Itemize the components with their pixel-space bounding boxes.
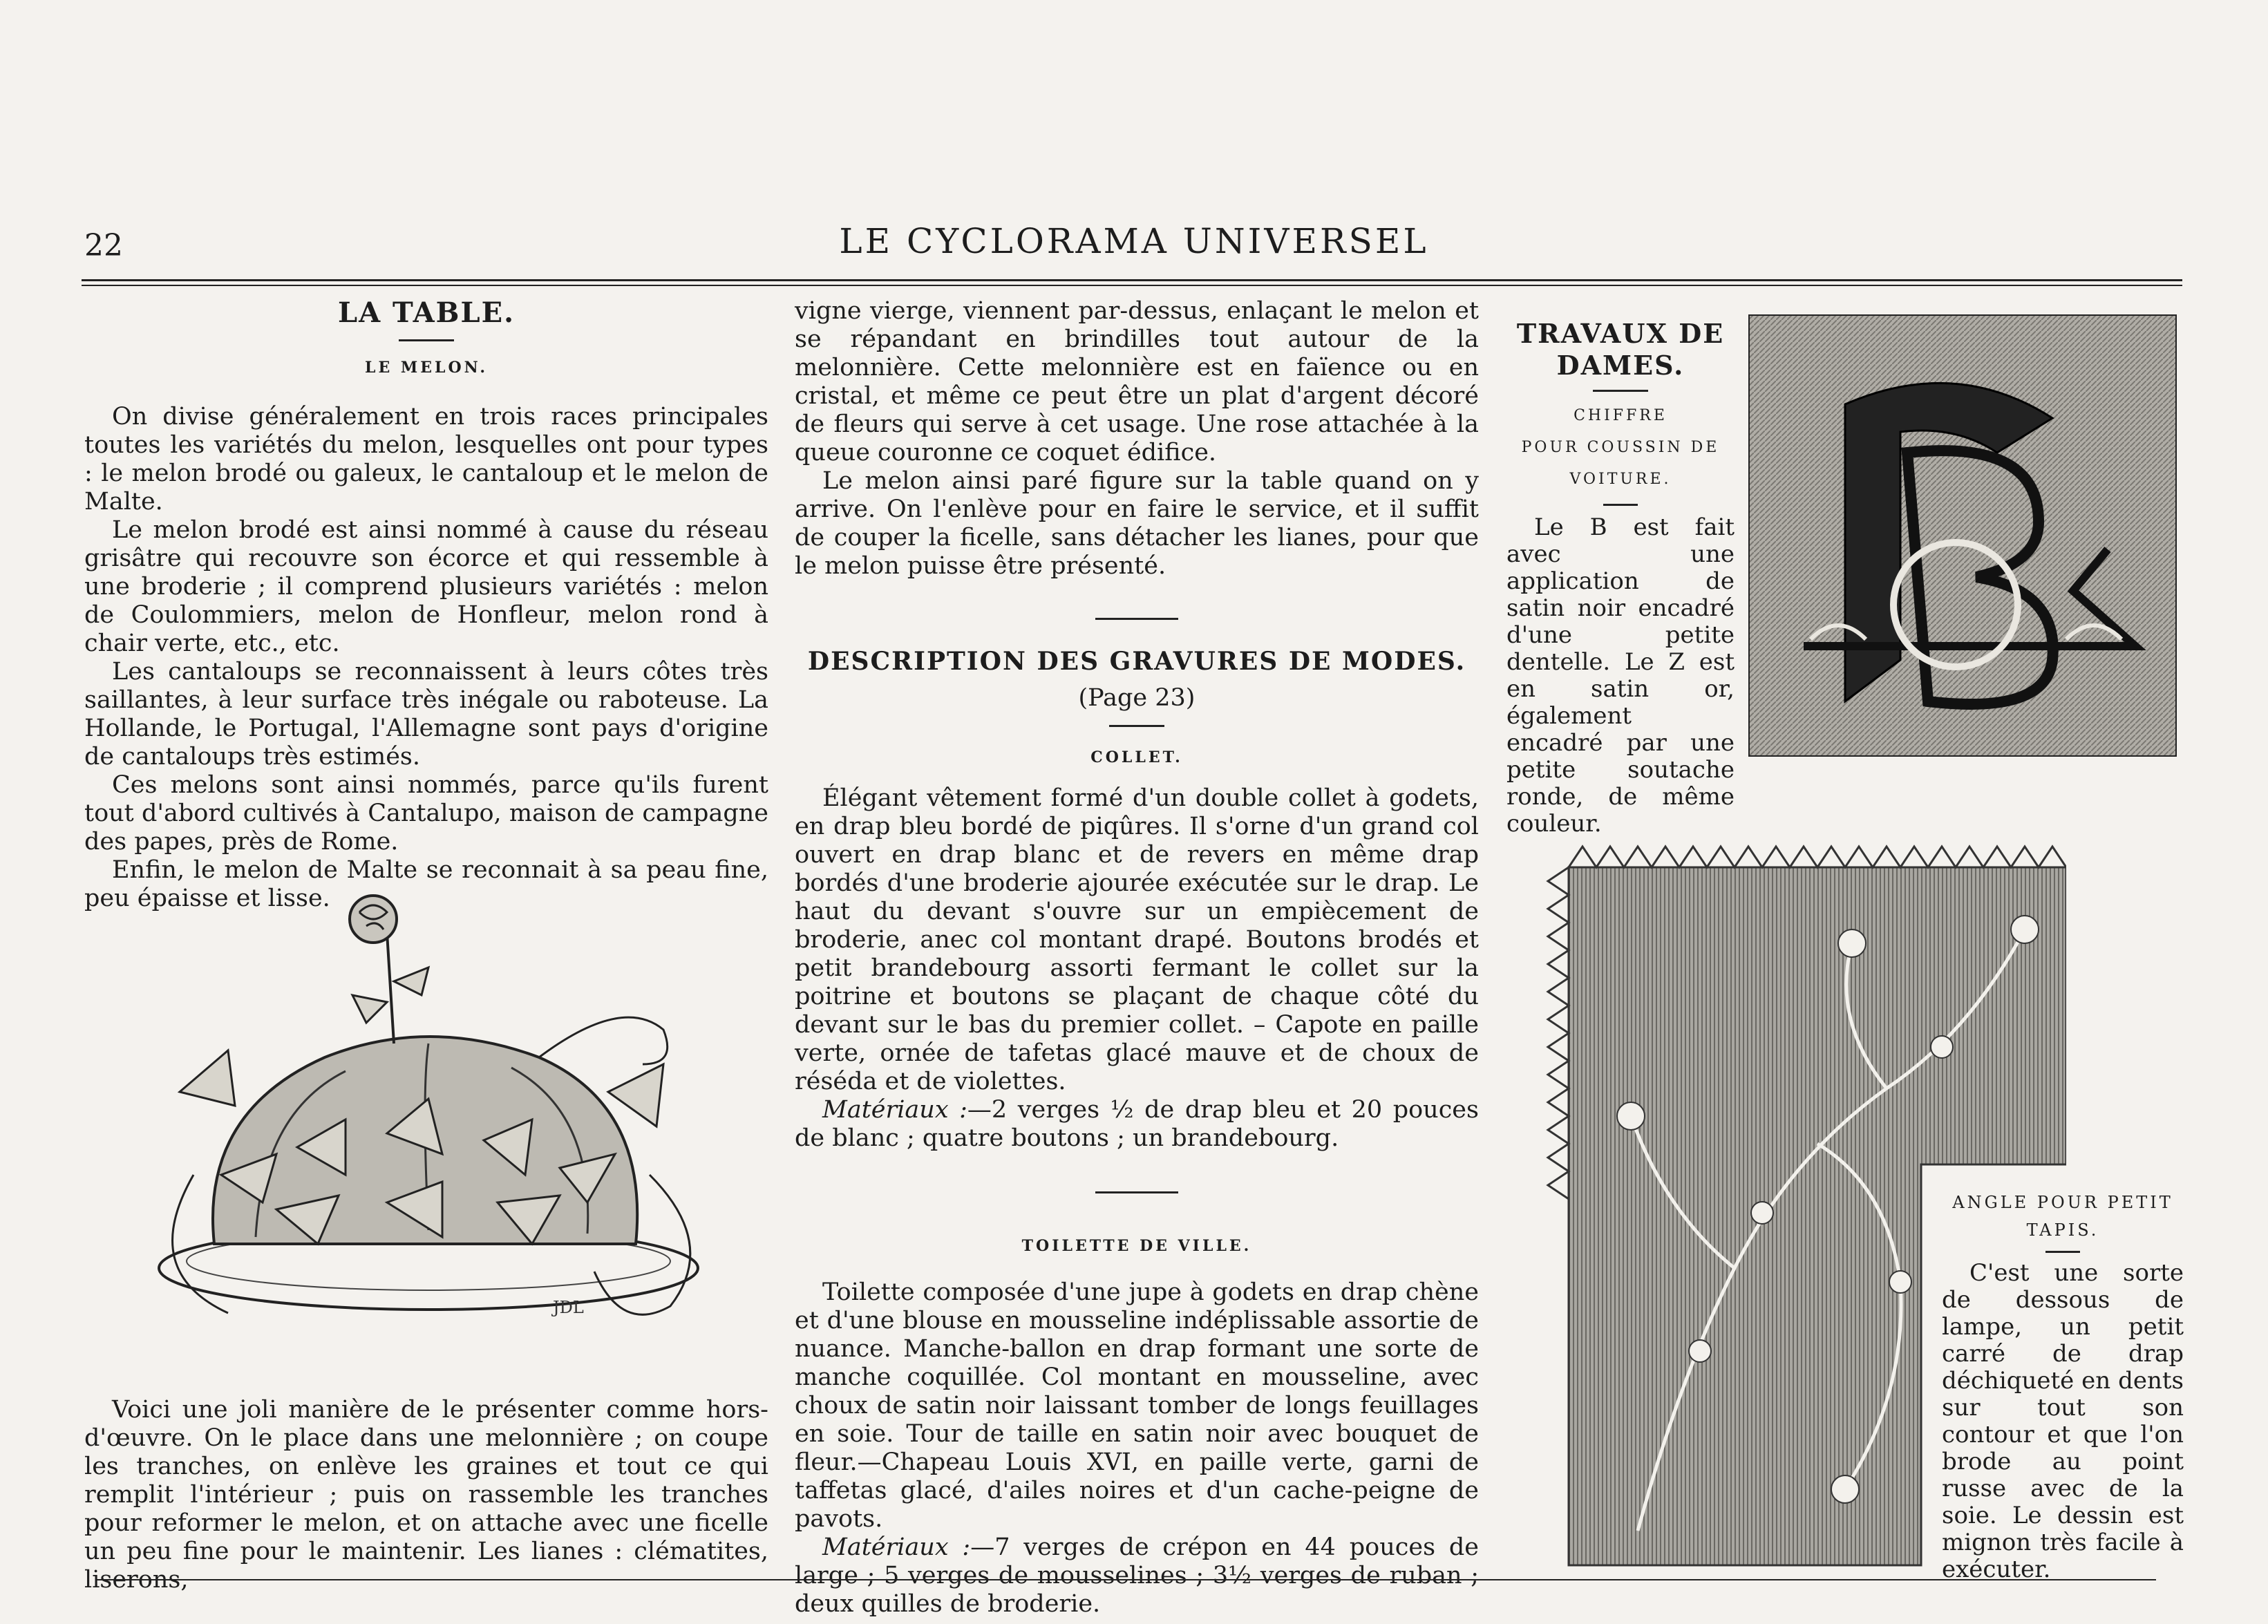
- divider: [1095, 618, 1178, 620]
- paragraph: Toilette composée d'une jupe à godets en drap chène et d'une blouse en mousseline indéplissable assortie de nuance. Manche-ballon en drap formant une sorte de manche coquillée. Col montant en mousseline, avec choux de satin noir laissant tomber de longs feuillages en soie. Tour de taille en satin noir avec bouquet de fleur.—Chapeau Louis XVI, en paille verte, garni de taffetas glacé, d'ailes noires et d'un cache-peigne de pavots.: [795, 1278, 1479, 1533]
- paragraph: Le B est fait avec une application de satin noir encadré d'une petite dentelle. Le Z est en satin or, également encadré par une petite soutache ronde, de même couleur.: [1506, 513, 1735, 838]
- heading-line: DAMES.: [1556, 350, 1685, 381]
- materials-label: Matériaux :: [822, 1533, 971, 1561]
- materials-line: [795, 1096, 1479, 1153]
- header-rule-2: [82, 285, 2182, 286]
- paragraph: Élégant vêtement formé d'un double collet à godets, en drap bleu bordé de piqûres. Il s'orne d'un grand col ouvert en drap blanc et de revers en même drap bordés d'une broderie ajourée exécutée sur le drap. Le haut du devant s'ouvre sur un empiècement de broderie, anec col montant drapé. Boutons brodés et petit brandebourg assorti fermant le collet sur la poitrine et boutons se plaçant de chaque côté du devant sur le bas du premier collet. – Capote en paille verte, ornée de tafetas glacé mauve et de choux de réséda et de violettes.: [795, 784, 1479, 1095]
- subheading-angle-pour-petit-tapis: [1942, 1189, 2184, 1244]
- divider: [2045, 1251, 2080, 1253]
- monogram-illustration: [1748, 314, 2177, 757]
- subheading-line: POUR COUSSIN DE: [1521, 439, 1720, 456]
- materials-text: —7 verges de crépon en 44 pouces de large ; 5 verges de mousselines ; 3½ verges de ruban ; deux quilles de broderie.: [795, 1533, 1479, 1618]
- paragraph: C'est une sorte de dessous de lampe, un petit carré de drap déchiqueté en dents sur tout son contour et que l'on brode au point russe avec de la soie. Le dessin est mignon très facile à exécuter.: [1942, 1259, 2184, 1583]
- paragraph: Voici une joli manière de le présenter comme hors-d'œuvre. On le place dans une melonnière ; on coupe les tranches, on enlève les graines et tout ce qui remplit l'intérieur ; puis on rassemble les tranches pour reformer le melon, et on attache avec une ficelle un peu fine pour le maintenir. Les lianes : clématites, liserons,: [84, 1396, 768, 1594]
- column-1: [84, 296, 768, 913]
- subheading-collet: COLLET.: [1090, 748, 1183, 766]
- paragraph: Enfin, le melon de Malte se reconnait à sa peau fine, peu épaisse et lisse.: [84, 856, 768, 912]
- materials-text: —2 verges ½ de drap bleu et 20 pouces de blanc ; quatre boutons ; un brandebourg.: [795, 1096, 1479, 1152]
- paragraph: vigne vierge, viennent par-dessus, enlaçant le melon et se répandant en brindilles tout autour de la melonnière. Cette melonnière est en faïence ou en cristal, et même ce peut être un plat d'argent décoré de fleurs qui serve à cet usage. Une rose attachée à la queue couronne ce coquet édifice.: [795, 297, 1479, 466]
- subheading-line: CHIFFRE: [1574, 407, 1667, 424]
- paragraph: Le melon ainsi paré figure sur la table quand on y arrive. On l'enlève pour en faire le service, et il suffit de couper la ficelle, sans détacher les lianes, pour que le melon puisse être présenté.: [795, 467, 1479, 580]
- materials-label: Matériaux :: [822, 1096, 967, 1124]
- divider: [1603, 504, 1638, 506]
- page-reference: (Page 23): [1078, 684, 1196, 712]
- column-3-top: [1506, 318, 1735, 838]
- section-heading-la-table: LA TABLE.: [337, 296, 516, 329]
- paragraph: Le melon brodé est ainsi nommé à cause du réseau grisâtre qui recouvre son écorce et qui ressemble à une broderie ; il comprend plusieurs variétés : melon de Coulommiers, melon de Honfleur, melon rond à chair verte, etc., etc.: [84, 516, 768, 657]
- column-1-continued: [84, 1396, 768, 1594]
- subheading-chiffre: [1506, 400, 1735, 495]
- column-2: [795, 297, 1479, 1618]
- heading-line: TRAVAUX DE: [1516, 318, 1725, 349]
- divider: [1109, 725, 1164, 727]
- page-number: 22: [84, 228, 123, 263]
- illustration-signature: JDL: [553, 1298, 584, 1317]
- subheading-line: TAPIS.: [2026, 1220, 2099, 1240]
- subheading-line: ANGLE POUR PETIT: [1952, 1193, 2173, 1212]
- footer-rule: [97, 1579, 2156, 1580]
- header-rule: [82, 279, 2182, 281]
- subheading-toilette-de-ville: TOILETTE DE VILLE.: [1021, 1237, 1252, 1255]
- subheading-le-melon: LE MELON.: [364, 359, 488, 377]
- section-heading-travaux: [1506, 318, 1735, 381]
- paragraph: Les cantaloups se reconnaissent à leurs côtes très saillantes, à leur surface très inégale ou raboteuse. La Hollande, le Portugal, l'Allemagne sont pays d'origine de cantaloups très estimés.: [84, 658, 768, 771]
- section-heading-gravures: DESCRIPTION DES GRAVURES DE MODES.: [807, 647, 1466, 676]
- running-title: LE CYCLORAMA UNIVERSEL: [839, 221, 1429, 261]
- divider: [1593, 390, 1648, 392]
- divider: [399, 339, 454, 341]
- paragraph: On divise généralement en trois races principales toutes les variétés du melon, lesquelles ont pour types : le melon brodé ou galeux, le cantaloup et le melon de Malte.: [84, 403, 768, 516]
- melon-illustration: [97, 885, 760, 1389]
- divider: [1095, 1191, 1178, 1193]
- subheading-line: VOITURE.: [1569, 471, 1672, 488]
- paragraph: Ces melons sont ainsi nommés, parce qu'ils furent tout d'abord cultivés à Cantalupo, maison de campagne des papes, près de Rome.: [84, 771, 768, 856]
- materials-line: [795, 1533, 1479, 1618]
- column-3-bottom: [1942, 1189, 2184, 1583]
